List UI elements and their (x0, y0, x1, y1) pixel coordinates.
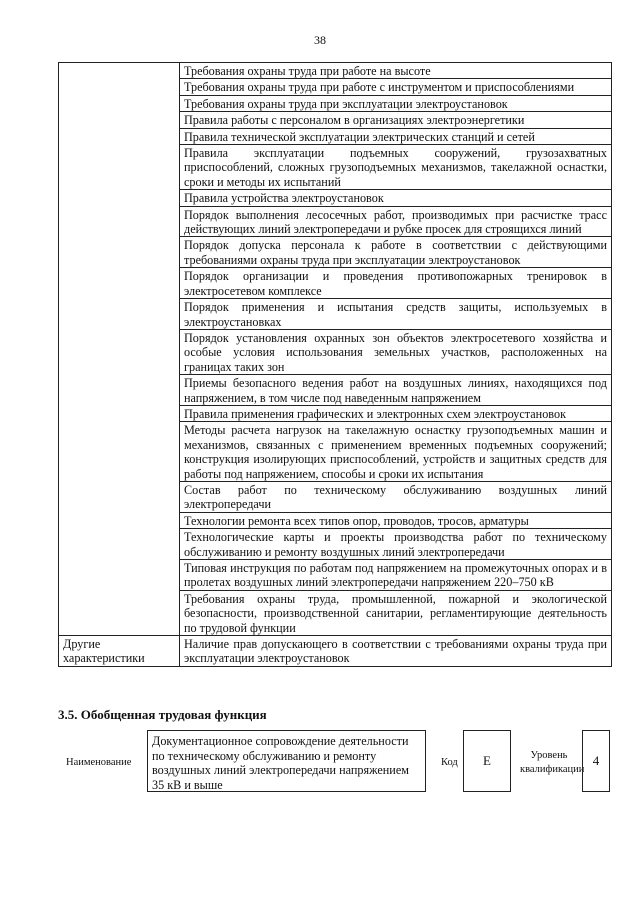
table-cell: Приемы безопасного ведения работ на воздушных линиях, находящихся под напряжением, в том числе под наведенным напряжением (180, 375, 612, 406)
table-cell: Технологии ремонта всех типов опор, проводов, тросов, арматуры (180, 512, 612, 528)
other-characteristics-label: Другие характеристики (59, 636, 180, 667)
code-value: E (463, 730, 511, 792)
table-row (59, 636, 612, 667)
section-title: 3.5. Обобщенная трудовая функция (58, 707, 267, 722)
table-cell: Правила устройства электроустановок (180, 190, 612, 206)
table-cell: Порядок выполнения лесосечных работ, производимых при расчистке трасс действующих линий электропередачи и рубке просек для строящихся линий (180, 206, 612, 237)
table-cell: Требования охраны труда при работе с инструментом и приспособлениями (180, 79, 612, 95)
table-cell: Требования охраны труда, промышленной, пожарной и экологической безопасности, производственной санитарии, регламентирующие деятельность по трудовой функции (180, 590, 612, 635)
table-row (59, 63, 612, 79)
table-cell: Порядок применения и испытания средств защиты, используемых в электроустановках (180, 299, 612, 330)
name-value: Документационное сопровождение деятельности по техническому обслуживанию и ремонту воздушных линий электропередачи напряжением 35 кВ и выше (147, 730, 426, 792)
table-cell: Методы расчета нагрузок на такелажную оснастку грузоподъемных машин и механизмов, связанных с применением временных подъемных сооружений; конструкция изолирующих приспособлений, устройств и защитных средств для работы под напряжением, способы и сроки их испытания (180, 422, 612, 482)
requirements-table (58, 62, 612, 667)
code-label: Код (441, 757, 458, 768)
table-cell: Требования охраны труда при работе на высоте (180, 63, 612, 79)
table-cell: Правила применения графических и электронных схем электроустановок (180, 405, 612, 421)
name-label: Наименование (66, 757, 132, 768)
empty-label-cell (59, 63, 180, 636)
table-cell: Технологические карты и проекты производства работ по техническому обслуживанию и ремонту воздушных линий электропередачи (180, 529, 612, 560)
table-cell: Порядок допуска персонала к работе в соответствии с действующими требованиями охраны труда при эксплуатации электроустановок (180, 237, 612, 268)
table-cell: Правила эксплуатации подъемных сооружений, грузозахватных приспособлений, сложных грузоподъемных механизмов, такелажной оснастки, сроки и методы их испытаний (180, 145, 612, 190)
table-cell: Правила работы с персоналом в организациях электроэнергетики (180, 112, 612, 128)
table-cell: Правила технической эксплуатации электрических станций и сетей (180, 128, 612, 144)
qualification-level-value: 4 (582, 730, 610, 792)
table-cell: Требования охраны труда при эксплуатации электроустановок (180, 95, 612, 111)
page-number: 38 (314, 33, 326, 47)
other-characteristics-value: Наличие прав допускающего в соответствии с требованиями охраны труда при эксплуатации электроустановок (180, 636, 612, 667)
table-cell: Порядок организации и проведения противопожарных тренировок в электросетевом комплексе (180, 268, 612, 299)
table-cell: Типовая инструкция по работам под напряжением на промежуточных опорах и в пролетах воздушных линий электропередачи напряжением 220–750 кВ (180, 560, 612, 591)
table-cell: Состав работ по техническому обслуживанию воздушных линий электропередачи (180, 481, 612, 512)
table-cell: Порядок установления охранных зон объектов электросетевого хозяйства и особые условия использования земельных участков, расположенных на границах таких зон (180, 329, 612, 374)
qualification-level-label: Уровень квалификации (520, 750, 585, 775)
